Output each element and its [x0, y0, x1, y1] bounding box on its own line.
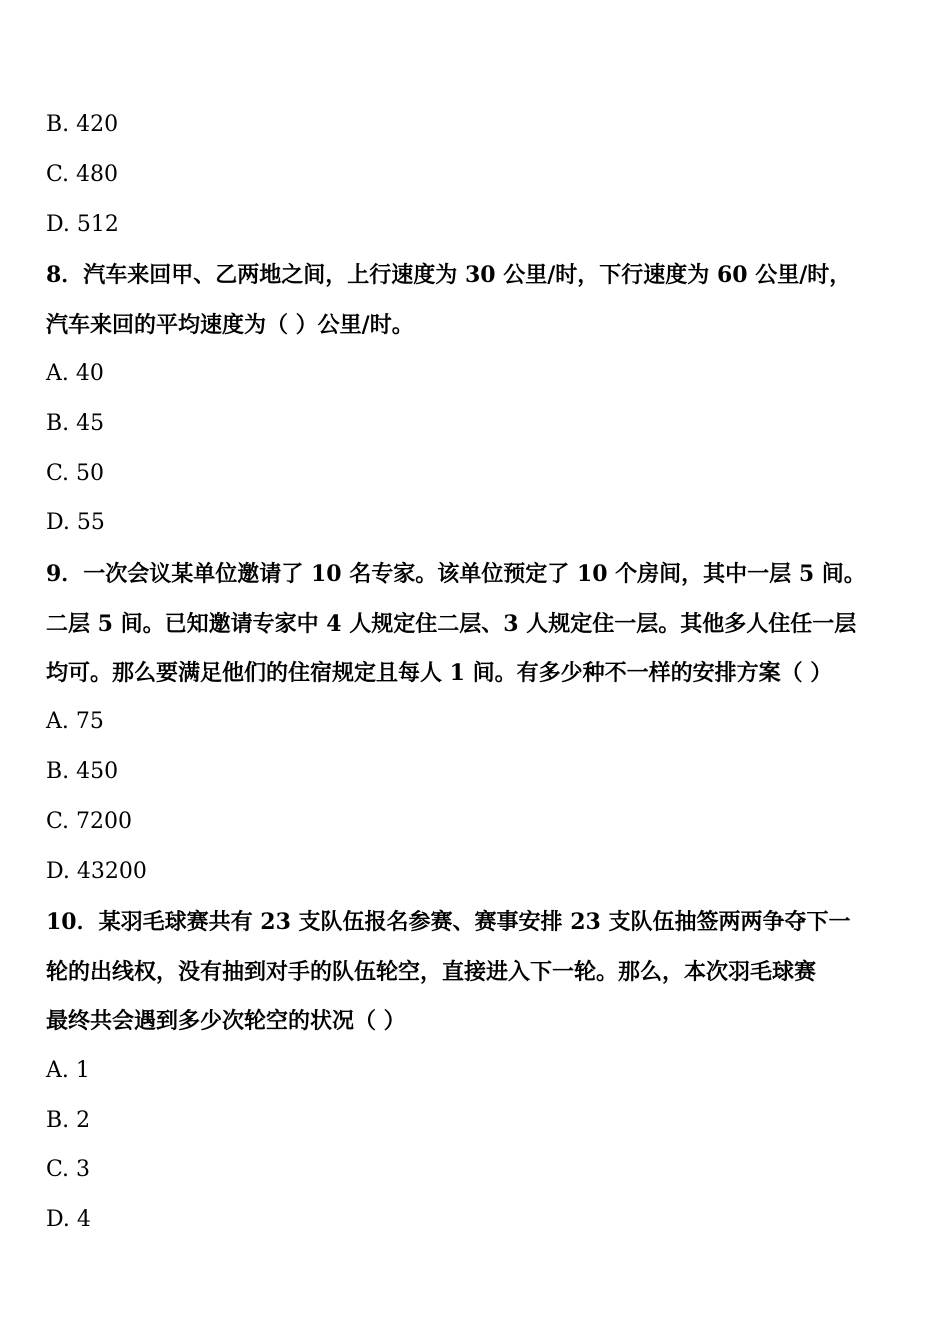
q9-text-line-2: 二层 5 间。已知邀请专家中 4 人规定住二层、3 人规定住一层。其他多人住任一层 [46, 611, 857, 637]
q10-option-c: C. 3 [46, 1157, 91, 1182]
q7-option-d: D. 512 [46, 212, 119, 237]
q10-option-d: D. 4 [46, 1207, 91, 1232]
q8-option-c: C. 50 [46, 461, 105, 486]
q9-option-a: A. 75 [46, 709, 104, 734]
q10-text-line-3: 最终共会遇到多少次轮空的状况（ ） [46, 1008, 406, 1034]
q9-option-d: D. 43200 [46, 859, 147, 884]
q7-option-c: C. 480 [46, 162, 119, 187]
q9-text-line-3: 均可。那么要满足他们的住宿规定且每人 1 间。有多少种不一样的安排方案（ ） [46, 660, 833, 686]
q9-option-b: B. 450 [46, 759, 119, 784]
q9-option-c: C. 7200 [46, 809, 133, 834]
q10-text-line-1: 10．某羽毛球赛共有 23 支队伍报名参赛、赛事安排 23 支队伍抽签两两争夺下一 [46, 909, 851, 935]
q8-text-line-2: 汽车来回的平均速度为（ ）公里/时。 [46, 312, 414, 338]
q10-option-a: A. 1 [46, 1058, 90, 1083]
q7-option-b: B. 420 [46, 112, 119, 137]
q8-text-line-1: 8．汽车来回甲、乙两地之间，上行速度为 30 公里/时，下行速度为 60 公里/时， [46, 262, 852, 288]
q8-option-b: B. 45 [46, 411, 105, 436]
q10-option-b: B. 2 [46, 1108, 91, 1133]
q10-text-line-2: 轮的出线权，没有抽到对手的队伍轮空，直接进入下一轮。那么，本次羽毛球赛 [46, 959, 817, 985]
q8-option-a: A. 40 [46, 361, 104, 386]
q9-text-line-1: 9．一次会议某单位邀请了 10 名专家。该单位预定了 10 个房间，其中一层 5 间。 [46, 561, 866, 587]
q8-option-d: D. 55 [46, 510, 105, 535]
